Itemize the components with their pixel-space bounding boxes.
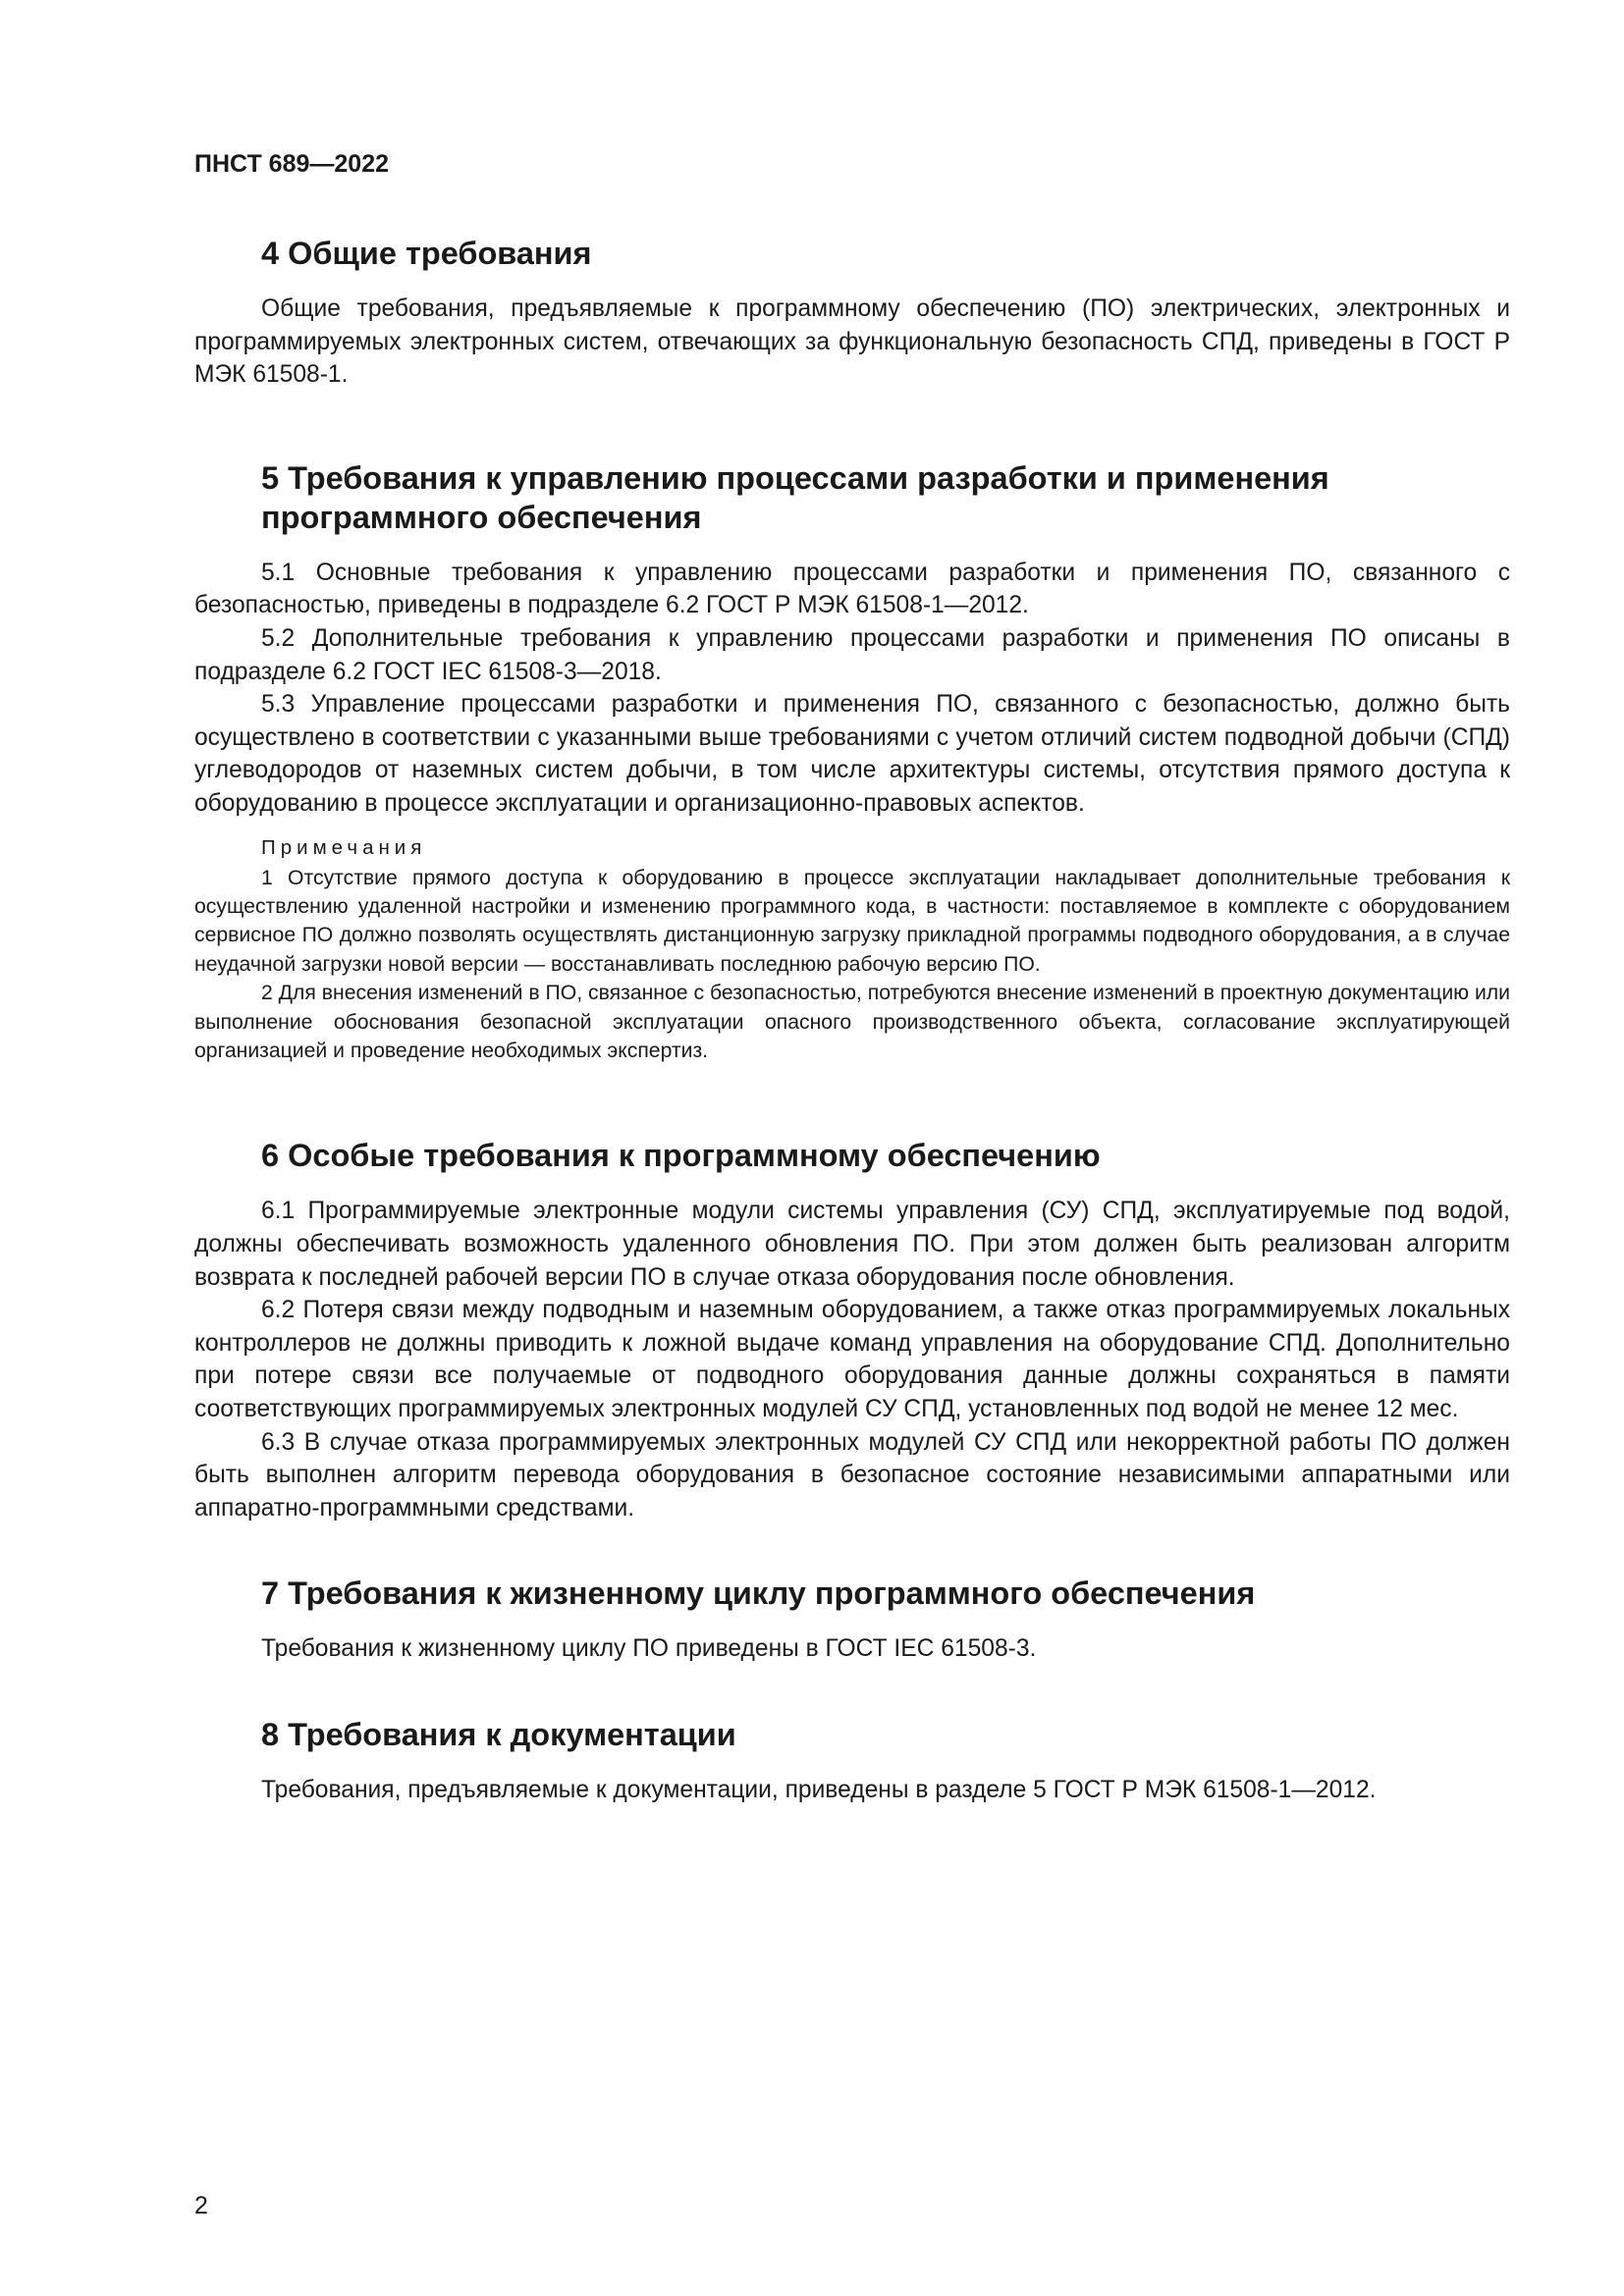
notes-title: Примечания [261, 835, 427, 859]
document-code: ПНСТ 689—2022 [194, 150, 389, 178]
paragraph: 5.1 Основные требования к управлению процессами разработки и применения ПО, связанного с безопасностью, приведены в подразделе 6.2 ГОСТ Р МЭК 61508-1—2012. [194, 559, 1510, 619]
page-number: 2 [194, 2192, 208, 2219]
section-5 [194, 458, 1510, 1066]
paragraph: 5.3 Управление процессами разработки и применения ПО, связанного с безопасностью, должно быть осуществлено в соответствии с указанными выше требованиями с учетом отличий систем подводной добычи (СПД) углеводородов от наземных систем добычи, в том числе архитектуры системы, отсутствия прямого доступа к оборудованию в процессе эксплуатации и организационно-правовых аспектов. [194, 691, 1510, 817]
notes-block [194, 834, 1510, 1066]
section-heading: 6 Особые требования к программному обеспечению [261, 1138, 1101, 1174]
section-heading: 5 Требования к управлению процессами разработки и применения программного обеспечения [261, 459, 1329, 535]
paragraph: 6.1 Программируемые электронные модули системы управления (СУ) СПД, эксплуатируемые под водой, должны обеспечивать возможность удаленного обновления ПО. При этом должен быть реализован алгоритм возврата к последней рабочей версии ПО в случае отказа оборудования после обновления. [194, 1198, 1510, 1291]
note-item: 2 Для внесения изменений в ПО, связанное с безопасностью, потребуются внесение изменений в проектную документацию или выполнение обоснования безопасной эксплуатации опасного производственного объекта, согласование эксплуатирующей организацией и проведение необходимых экспертиз. [194, 982, 1510, 1062]
section-heading: 8 Требования к документации [261, 1716, 736, 1752]
paragraph: 5.2 Дополнительные требования к управлению процессами разработки и применения ПО описаны в подразделе 6.2 ГОСТ IEC 61508-3—2018. [194, 624, 1510, 685]
paragraph: Требования к жизненному циклу ПО приведены в ГОСТ IEC 61508-3. [261, 1635, 1037, 1663]
paragraph: 6.2 Потеря связи между подводным и наземным оборудованием, а также отказ программируемых локальных контроллеров не должны приводить к ложной выдаче команд управления на оборудование СПД. Дополнительно при потере связи все получаемые от подводного оборудования данные должны сохраняться в памяти соответствующих программируемых электронных модулей СУ СПД, установленных под водой не менее 12 мес. [194, 1297, 1510, 1422]
section-heading: 4 Общие требования [261, 236, 592, 271]
section-8 [194, 1715, 1510, 1807]
section-7 [194, 1574, 1510, 1666]
section-4 [194, 234, 1510, 392]
paragraph: Требования, предъявляемые к документации, приведены в разделе 5 ГОСТ Р МЭК 61508-1—2012. [261, 1776, 1377, 1803]
paragraph: 6.3 В случае отказа программируемых электронных модулей СУ СПД или некорректной работы ПО должен быть выполнен алгоритм перевода оборудования в безопасное состояние независимыми аппаратными или аппаратно-программными средствами. [194, 1428, 1510, 1522]
note-item: 1 Отсутствие прямого доступа к оборудованию в процессе эксплуатации накладывает дополнительные требования к осуществлению удаленной настройки и изменению программного кода, в частности: поставляемое в комплекте с оборудованием сервисное ПО должно позволять осуществлять дистанционную загрузку прикладной программы подводного оборудования, а в случае неудачной загрузки новой версии — восстанавливать последнюю рабочую версию ПО. [194, 866, 1510, 976]
section-6 [194, 1136, 1510, 1524]
paragraph: Общие требования, предъявляемые к программному обеспечению (ПО) электрических, электронных и программируемых электронных систем, отвечающих за функциональную безопасность СПД, приведены в ГОСТ Р МЭК 61508-1. [194, 295, 1510, 389]
section-heading: 7 Требования к жизненному циклу программного обеспечения [261, 1575, 1256, 1612]
